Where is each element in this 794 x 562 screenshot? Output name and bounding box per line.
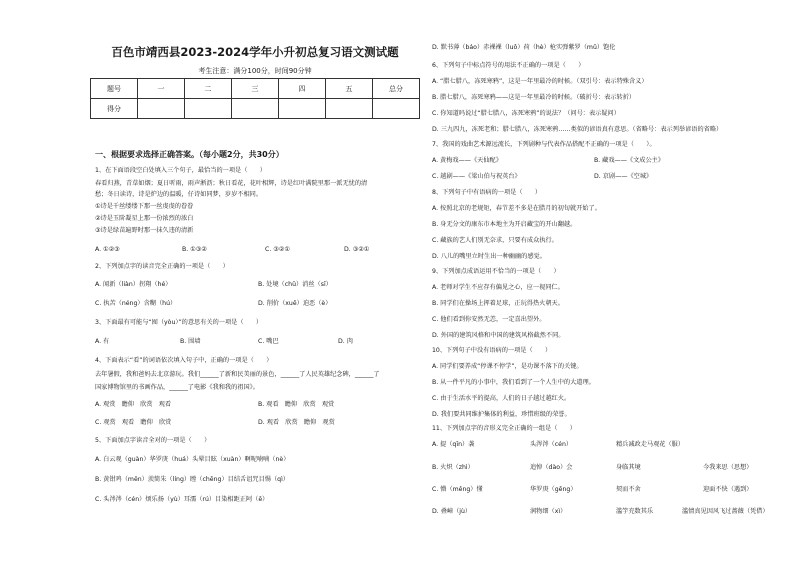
question-2: 2、下列加点字的读音完全正确的一项是（ ）	[95, 263, 229, 270]
option-word: 头涔涔（cén）	[530, 441, 573, 448]
question-3: 3、下面最有可能与“囿（yòu）”的意思有关的一项是（ ）	[95, 319, 263, 326]
score-cell: 题号	[91, 79, 138, 99]
section-heading: 一、根据要求选择正确答案。（每小题2分，共30分）	[95, 150, 284, 159]
score-input-cell[interactable]	[373, 99, 420, 119]
answer-option[interactable]: A. 闻新（liàn）拐翔（hé）	[95, 281, 172, 288]
answer-option[interactable]: A. 黄梅戏——《天仙配》	[432, 157, 502, 164]
option-word: 华罗庚（gēng）	[530, 486, 577, 493]
option-word: 身临其境	[616, 464, 641, 471]
answer-option[interactable]: A. 白云观（guàn）华罗庚（huá）头晕目眩（xuàn）啊呢喃喃（nè）	[95, 456, 290, 463]
score-cell: 三	[232, 79, 279, 99]
answer-option[interactable]: D. 外国的建筑风格和中国的建筑风格截然不同。	[432, 332, 565, 339]
score-cell: 五	[326, 79, 373, 99]
sentence-option: ③诗是绿苗遍野时那一抹久违的清新	[95, 227, 194, 234]
option-word: 迎面不快（遇到）	[703, 486, 753, 493]
answer-option[interactable]: C. ③②①	[265, 246, 290, 253]
answer-option[interactable]: B. 同学们在操场上挥着足球，正玩得热火朝天。	[432, 300, 564, 307]
answer-option[interactable]: B. 身无分文的康东市本地主为开启藏宝的开山翻越。	[432, 221, 577, 228]
answer-option[interactable]: B. 藏戏——《文成公主》	[594, 157, 665, 164]
score-table	[90, 78, 420, 119]
page-title: 百色市靖西县2023-2024学年小升初总复习语文测试题	[111, 45, 399, 59]
answer-option[interactable]: D. ③②①	[344, 246, 370, 253]
score-cell: 得分	[91, 99, 138, 119]
question-11: 11、下列加点字的音形义完全正确的一组是（ ）	[432, 425, 576, 432]
answer-option[interactable]: C. 藏族的艺人们别无奈求，只要有成众执行。	[432, 237, 558, 244]
answer-option[interactable]: D. 八儿的嘴里立时生出一种幽幽的感觉。	[432, 253, 546, 260]
option-word: 润物细（xì）	[530, 508, 567, 515]
option-word: 追悼（dào）会	[530, 464, 573, 471]
answer-option[interactable]: D. 削价（xuē）迫恶（è）	[258, 300, 332, 307]
score-table-score-row	[91, 99, 420, 119]
answer-option[interactable]: C. 他们看到你安然无恙，一定喜出望外。	[432, 316, 546, 323]
score-cell: 一	[138, 79, 185, 99]
answer-option[interactable]: B. 围墙	[180, 338, 201, 345]
answer-option[interactable]: D. 我们要共同维护集体的利益，珍惜班级的荣誉。	[432, 411, 571, 418]
score-input-cell[interactable]	[232, 99, 279, 119]
option-word: 滥情真见因风飞过蔷薇（凭借）	[682, 508, 769, 515]
answer-option[interactable]: D. 默书薄（báo）赤裸裸（luǒ）荷（hè）枪实弹紫罗（mǔ）饱伦	[432, 44, 616, 51]
answer-option[interactable]: C. 头涔涔（cén）烦乐扬（yù）耳濡（rú）目染相距正阿（ē）	[95, 496, 269, 503]
answer-option[interactable]: B. 火炽（zhì）	[432, 464, 474, 471]
passage-line: 春看归燕，青草如烟；夏日听雨，雨声淅沥；秋日看花，花叶相辉，诗是红叶满院里那一派无忧的清	[95, 180, 368, 187]
question-8: 8、下列句子中有语病的一项是（ ）	[432, 189, 542, 196]
answer-option[interactable]: C. 懵（měng）懂	[432, 486, 483, 493]
answer-option[interactable]: B. ①③②	[182, 246, 207, 253]
exam-notice: 考生注意：满分100分，时间90分钟	[198, 67, 312, 75]
answer-option[interactable]: D. 肉	[338, 338, 353, 345]
question-5: 5、下面加点字读音全对的一项是（ ）	[95, 437, 211, 444]
answer-option[interactable]: C. 执苦（néng）含糊（hú）	[95, 300, 177, 307]
option-word: 今我来思（思想）	[703, 464, 753, 471]
score-cell: 总分	[373, 79, 420, 99]
answer-option[interactable]: B. 从一件平凡的小事中，我们看到了一个人生中的大道理。	[432, 379, 595, 386]
sentence-option: ②诗是玉阶凝星上那一份浓烈的浓白	[95, 215, 194, 222]
answer-option[interactable]: B. 处境（chǔ）消丝（sī）	[258, 281, 332, 288]
option-word: 滥竽充数其乐	[616, 508, 654, 515]
answer-option[interactable]: B. 黄钳鸡（měn）羡简朱（líng）瞠（chēng）目结舌诅咒目惕（qì）	[95, 476, 289, 483]
answer-option[interactable]: B. 腊七腊八，冻死寒鸦——这是一年里最冷的时候。（破折号：表示转折）	[432, 94, 636, 101]
question-9: 9、下列加点成语运用不恰当的一项是（ ）	[432, 268, 560, 275]
score-cell: 二	[185, 79, 232, 99]
passage-line: 去年暑假，我和爸妈去北京游玩。我们______了新和民美丽的景色，______了人民英雄纪念碑，______了	[95, 371, 380, 378]
score-table-header-row	[91, 79, 420, 99]
answer-option[interactable]: A. 观赏 瞻仰 欣赏 观看	[95, 401, 172, 408]
passage-line: 愁；冬日读诗，诗是炉边的温暖，仔诗如同梦，岁岁不相同。	[95, 191, 263, 198]
score-input-cell[interactable]	[185, 99, 232, 119]
answer-option[interactable]: C. 观赏 观看 瞻仰 欣赏	[95, 419, 172, 426]
question-10: 10、下列句子中没有语病的一项是（ ）	[432, 347, 552, 354]
answer-option[interactable]: A. 有	[95, 338, 110, 345]
answer-option[interactable]: B. 观看 瞻仰 欣赏 观赏	[258, 401, 335, 408]
question-6: 6、下列句子中标点符号的用法不正确的一项是（ ）	[432, 62, 585, 69]
question-7: 7、我国的戏曲艺术源远流长，下列剧种与代表作品搭配不正确的一项是（ ）。	[432, 141, 656, 148]
answer-option[interactable]: D. 三九四九，冻死老和；腊七腊八，冻死寒鸦……类似的谚语真有意思。（省略号：表示列举谚语的省略）	[432, 126, 723, 133]
answer-option[interactable]: A. 同学们要养成“停课不停学”，是功课不落下的关键。	[432, 363, 583, 370]
answer-option[interactable]: D. 叠嶂（jù）	[432, 508, 472, 515]
question-1: 1、在下面语段空白处填入三个句子，最恰当的一项是（ ）	[95, 167, 266, 174]
answer-option[interactable]: C. 由于生活水平的提高，人们的日子越过越红火。	[432, 395, 571, 402]
passage-line: 国家博物馆里的书画作品，______了电影《我和我的祖国》。	[95, 384, 259, 391]
answer-option[interactable]: C. 嘴巴	[258, 338, 279, 345]
answer-option[interactable]: D. 观看 欣赏 瞻仰 观赏	[258, 419, 335, 426]
answer-option[interactable]: C. 越剧——《梁山伯与祝英台》	[432, 173, 521, 180]
answer-option[interactable]: A. 提（qīn）袭	[432, 441, 475, 448]
answer-option[interactable]: A. 老师对学生不应存有偏见之心，应一视同仁。	[432, 284, 564, 291]
option-word: 契而不舍	[616, 486, 641, 493]
answer-option[interactable]: A. ①②③	[95, 246, 120, 253]
option-word: 精兵减政走马观花（服）	[616, 441, 685, 448]
answer-option[interactable]: C. 你知道吗说过“腊七腊八，冻死寒鸦”的说法？（问号：表示疑问）	[432, 110, 620, 117]
score-cell: 四	[279, 79, 326, 99]
score-input-cell[interactable]	[279, 99, 326, 119]
sentence-option: ①诗是千丝缕缕下那一丝虔虔的眷眷	[95, 203, 194, 210]
answer-option[interactable]: D. 京剧——《空城》	[594, 173, 653, 180]
answer-option[interactable]: A. 按照北京的老规矩，春节差不多是在腊月的初旬就开始了。	[432, 205, 601, 212]
answer-option[interactable]: A. “腊七腊八，冻死寒鸦”，这是一年里最冷的时候。（双引号：表示特殊含义）	[432, 78, 648, 85]
score-input-cell[interactable]	[138, 99, 185, 119]
question-4: 4、下面表示“看”的词语依次填入句子中，正确的一项是（ ）	[95, 357, 273, 364]
score-input-cell[interactable]	[326, 99, 373, 119]
